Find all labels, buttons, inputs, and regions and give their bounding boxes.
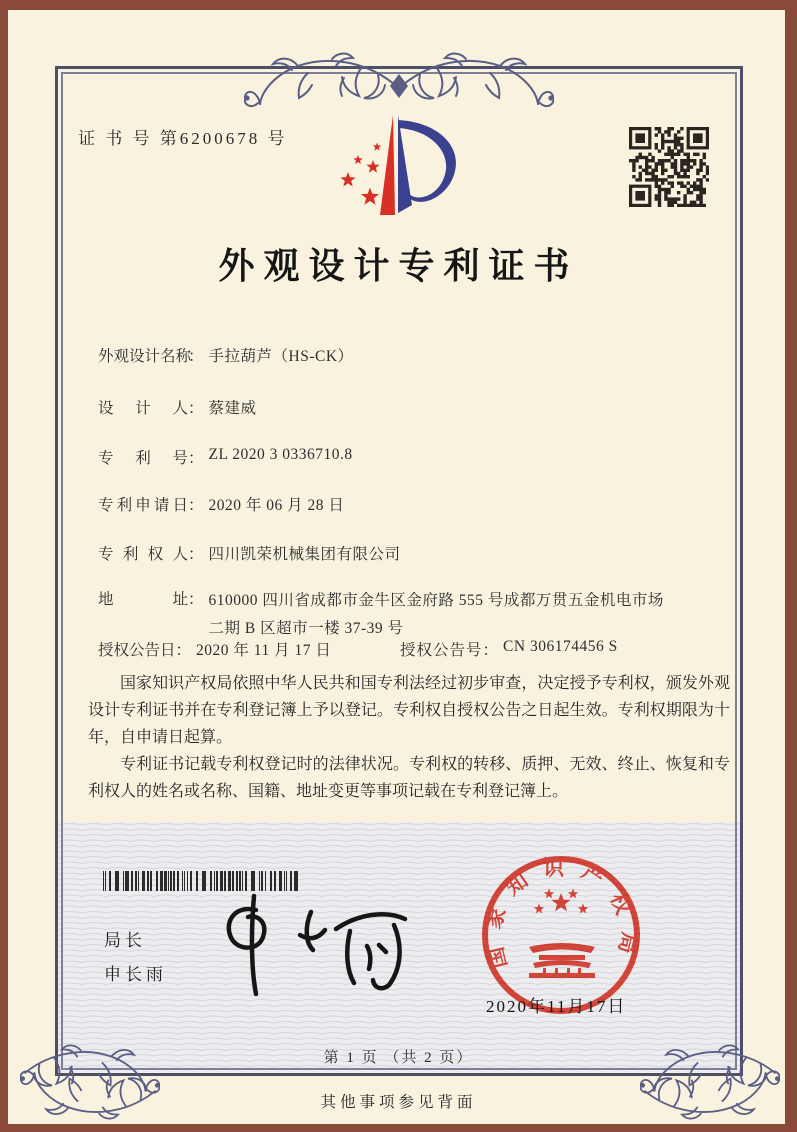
page-number: 第 1 页 （共 2 页） xyxy=(323,1050,474,1066)
field-colon: ： xyxy=(188,497,204,514)
field-value: 2020 年 06 月 28 日 xyxy=(208,497,345,514)
field-value: 四川凯荣机械集团有限公司 xyxy=(208,546,401,563)
field-label: 地址 xyxy=(98,591,188,608)
logo-blue-bowl xyxy=(398,120,456,202)
grant-date-value: 2020 年 11 月 17 日 xyxy=(196,642,332,659)
logo-red-wedge xyxy=(380,115,395,215)
grant-number-label: 授权公告号 xyxy=(400,642,483,659)
legal-paragraph-2: 专利证书记载专利权登记时的法律状况。专利权的转移、质押、无效、终止、恢复和专利权人的姓名或名称、国籍、地址变更等事项记载在专利登记簿上。 xyxy=(88,756,730,800)
field-label: 设计人 xyxy=(98,400,188,417)
certificate-title: 外观设计专利证书 xyxy=(218,246,579,286)
field-row-grant xyxy=(98,638,618,660)
field-value: 手拉葫芦（HS-CK） xyxy=(208,348,354,365)
corner-ornament-bottom-left xyxy=(20,1028,160,1120)
commissioner-title: 局长 xyxy=(104,931,146,950)
field-row-patentee xyxy=(98,542,401,564)
seal-date: 2020年11月17日 xyxy=(486,997,627,1016)
grant-number-value: CN 306174456 S xyxy=(503,638,618,655)
commissioner-signature xyxy=(218,890,418,998)
commissioner-name: 申长雨 xyxy=(104,965,167,984)
back-side-note: 其他事项参见背面 xyxy=(320,1094,477,1111)
qr-code xyxy=(629,127,709,207)
legal-text xyxy=(88,670,730,805)
seal-text: 国家知识产权局 xyxy=(479,855,643,971)
corner-ornament-bottom-right xyxy=(640,1028,780,1120)
field-row-address xyxy=(98,587,667,643)
field-colon: ： xyxy=(188,400,204,417)
logo-stars xyxy=(340,143,381,205)
field-colon: ： xyxy=(482,642,499,659)
seal-emblem-gate xyxy=(529,943,595,978)
field-value: 610000 四川省成都市金牛区金府路 555 号成都万贯五金机电市场二期 B 区超市一楼 37-39 号 xyxy=(208,592,664,637)
field-label: 专利申请日 xyxy=(98,497,188,514)
flourish-top-ornament xyxy=(244,44,554,110)
cnipa-logo xyxy=(334,112,464,217)
legal-paragraph-1: 国家知识产权局依照中华人民共和国专利法经过初步审查，决定授予专利权，颁发外观设计专利证书并在专利登记簿上予以登记。专利权自授权公告之日起生效。专利权期限为十年，自申请日起算。 xyxy=(88,675,730,746)
barcode xyxy=(103,871,299,891)
grant-number-pair xyxy=(400,638,618,660)
field-row-design-name xyxy=(98,344,354,366)
field-row-application-date xyxy=(98,493,344,515)
grant-date-label: 授权公告日 xyxy=(98,642,176,659)
certificate-number: 证 书 号 第6200678 号 xyxy=(78,129,288,148)
field-label: 外观设计名称 xyxy=(98,348,192,365)
field-colon: ： xyxy=(175,642,192,659)
field-colon: ： xyxy=(188,591,204,608)
field-colon: ： xyxy=(188,450,204,467)
field-value: 蔡建威 xyxy=(208,400,257,417)
field-row-patent-number xyxy=(98,446,353,468)
field-label: 专利权人 xyxy=(98,546,188,563)
field-row-designer xyxy=(98,396,257,418)
field-colon: ： xyxy=(188,348,204,365)
seal-stars xyxy=(534,889,588,914)
field-label: 专利号 xyxy=(98,450,188,467)
field-value: ZL 2020 3 0336710.8 xyxy=(208,446,353,463)
field-colon: ： xyxy=(188,546,204,563)
